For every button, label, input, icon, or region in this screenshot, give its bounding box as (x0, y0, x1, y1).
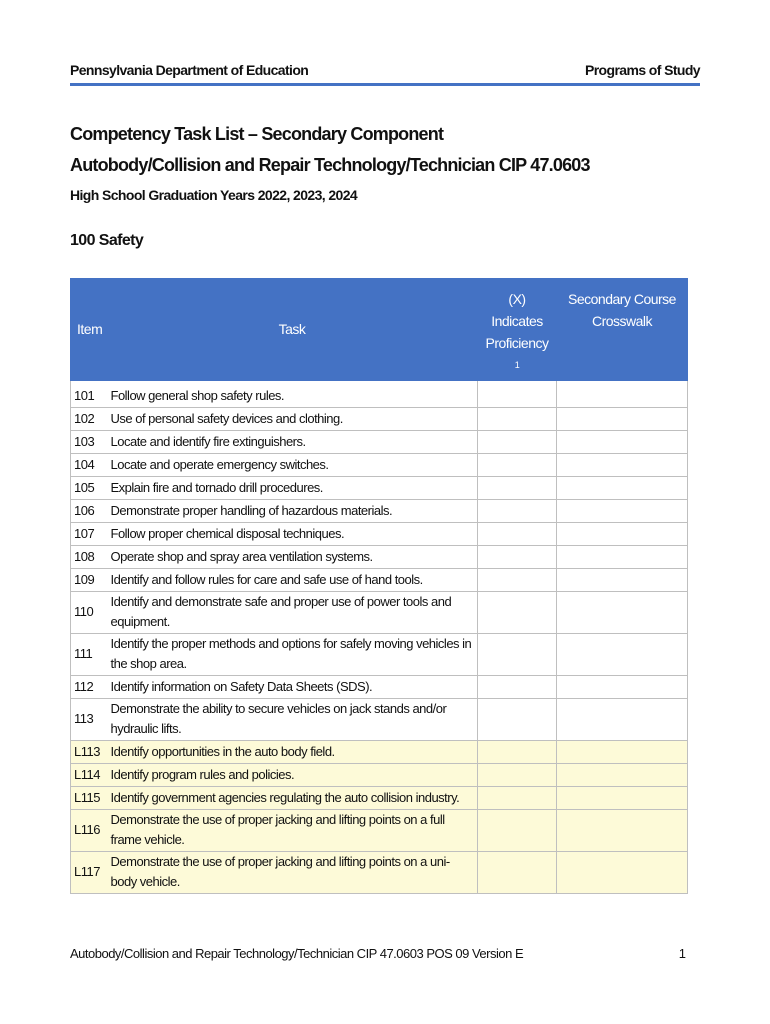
page-header (70, 62, 700, 84)
task-description: Identify opportunities in the auto body field. (107, 740, 478, 763)
page-number: 1 (678, 946, 686, 961)
task-description: Follow general shop safety rules. (107, 380, 478, 407)
task-description: Locate and operate emergency switches. (107, 453, 478, 476)
table-row (71, 568, 688, 591)
proficiency-cell (478, 763, 557, 786)
proficiency-cell (478, 786, 557, 809)
table-row (71, 522, 688, 545)
proficiency-cell (478, 545, 557, 568)
task-table-header (71, 279, 688, 381)
column-header-proficiency (478, 279, 557, 381)
footer-document-id: Autobody/Collision and Repair Technology/Technician CIP 47.0603 POS 09 Version E (70, 946, 524, 961)
task-description: Operate shop and spray area ventilation systems. (107, 545, 478, 568)
task-item-number: L116 (71, 809, 107, 851)
crosswalk-cell (557, 591, 688, 633)
task-item-number: 101 (71, 380, 107, 407)
crosswalk-cell (557, 633, 688, 675)
header-program: Programs of Study (584, 62, 700, 78)
proficiency-cell (478, 809, 557, 851)
proficiency-cell (478, 740, 557, 763)
proficiency-cell (478, 476, 557, 499)
section-heading: 100 Safety (70, 232, 144, 249)
table-row (71, 633, 688, 675)
task-description: Demonstrate the use of proper jacking and lifting points on a full frame vehicle. (107, 809, 478, 851)
proficiency-cell (478, 453, 557, 476)
table-row (71, 786, 688, 809)
task-item-number: 102 (71, 407, 107, 430)
table-row (71, 545, 688, 568)
header-organization: Pennsylvania Department of Education (70, 62, 309, 78)
proficiency-cell (478, 430, 557, 453)
crosswalk-cell (557, 522, 688, 545)
task-item-number: L115 (71, 786, 107, 809)
document-title: Competency Task List – Secondary Component (70, 124, 444, 144)
task-description: Use of personal safety devices and clothing. (107, 407, 478, 430)
task-description: Demonstrate the ability to secure vehicles on jack stands and/or hydraulic lifts. (107, 698, 478, 740)
crosswalk-cell (557, 453, 688, 476)
proficiency-cell (478, 633, 557, 675)
table-row (71, 698, 688, 740)
crosswalk-cell (557, 568, 688, 591)
proficiency-cell (478, 698, 557, 740)
task-item-number: 109 (71, 568, 107, 591)
table-row (71, 851, 688, 893)
table-row (71, 407, 688, 430)
graduation-years: High School Graduation Years 2022, 2023, 2024 (70, 187, 358, 203)
proficiency-cell (478, 522, 557, 545)
table-row (71, 740, 688, 763)
crosswalk-cell (557, 786, 688, 809)
task-description: Locate and identify fire extinguishers. (107, 430, 478, 453)
crosswalk-cell (557, 851, 688, 893)
task-item-number: 112 (71, 675, 107, 698)
proficiency-cell (478, 591, 557, 633)
table-row (71, 499, 688, 522)
task-description: Identify and demonstrate safe and proper use of power tools and equipment. (107, 591, 478, 633)
crosswalk-cell (557, 675, 688, 698)
table-row (71, 763, 688, 786)
proficiency-cell (478, 851, 557, 893)
task-item-number: L113 (71, 740, 107, 763)
task-item-number: 111 (71, 633, 107, 675)
crosswalk-cell (557, 407, 688, 430)
task-description: Explain fire and tornado drill procedures. (107, 476, 478, 499)
crosswalk-cell (557, 763, 688, 786)
task-item-number: 104 (71, 453, 107, 476)
program-title: Autobody/Collision and Repair Technology/Technician CIP 47.0603 (70, 155, 590, 175)
proficiency-line2: Proficiency (485, 335, 549, 351)
table-row (71, 591, 688, 633)
crosswalk-line2: Crosswalk (591, 313, 653, 329)
task-description: Identify information on Safety Data Sheets (SDS). (107, 675, 478, 698)
task-item-number: 106 (71, 499, 107, 522)
crosswalk-cell (557, 476, 688, 499)
crosswalk-line1: Secondary Course (568, 291, 676, 307)
table-row (71, 380, 688, 407)
proficiency-cell (478, 499, 557, 522)
task-table-body (71, 380, 688, 893)
column-header-item: Item (71, 279, 107, 381)
crosswalk-cell (557, 698, 688, 740)
crosswalk-cell (557, 809, 688, 851)
task-item-number: 103 (71, 430, 107, 453)
table-row (71, 476, 688, 499)
crosswalk-cell (557, 740, 688, 763)
proficiency-cell (478, 675, 557, 698)
crosswalk-cell (557, 545, 688, 568)
task-description: Identify and follow rules for care and safe use of hand tools. (107, 568, 478, 591)
task-item-number: 113 (71, 698, 107, 740)
task-item-number: L117 (71, 851, 107, 893)
task-description: Identify program rules and policies. (107, 763, 478, 786)
proficiency-cell (478, 407, 557, 430)
table-row (71, 809, 688, 851)
proficiency-line1: (X) Indicates (491, 291, 543, 329)
column-header-crosswalk (557, 279, 688, 381)
proficiency-cell (478, 568, 557, 591)
table-row (71, 675, 688, 698)
task-item-number: 105 (71, 476, 107, 499)
task-table (70, 278, 688, 894)
column-header-task: Task (107, 279, 478, 381)
task-description: Demonstrate the use of proper jacking and lifting points on a uni-body vehicle. (107, 851, 478, 893)
crosswalk-cell (557, 430, 688, 453)
task-description: Follow proper chemical disposal techniques. (107, 522, 478, 545)
header-rule (70, 83, 700, 86)
task-description: Demonstrate proper handling of hazardous materials. (107, 499, 478, 522)
proficiency-cell (478, 380, 557, 407)
task-description: Identify government agencies regulating the auto collision industry. (107, 786, 478, 809)
task-description: Identify the proper methods and options for safely moving vehicles in the shop area. (107, 633, 478, 675)
task-item-number: L114 (71, 763, 107, 786)
task-item-number: 108 (71, 545, 107, 568)
footnote-marker: 1 (514, 360, 520, 370)
crosswalk-cell (557, 499, 688, 522)
task-item-number: 107 (71, 522, 107, 545)
crosswalk-cell (557, 380, 688, 407)
task-item-number: 110 (71, 591, 107, 633)
table-row (71, 453, 688, 476)
table-row (71, 430, 688, 453)
